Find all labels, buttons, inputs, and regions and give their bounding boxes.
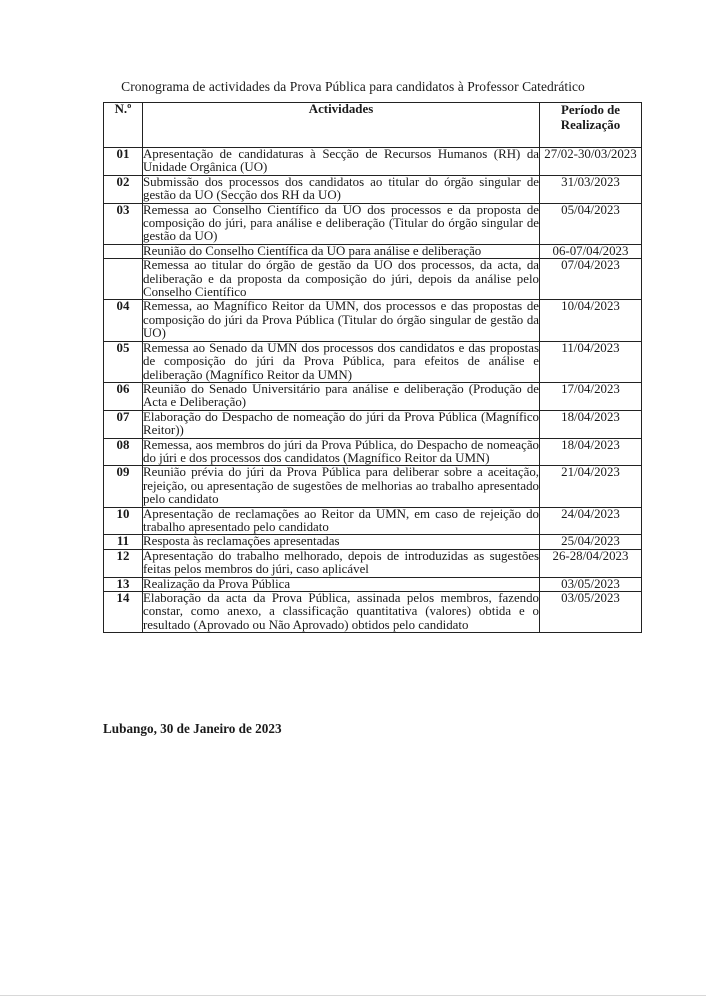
table-row xyxy=(104,410,642,438)
row-number: 13 xyxy=(104,577,143,591)
row-number: 11 xyxy=(104,535,143,549)
row-activity: Apresentação de candidaturas à Secção de Recursos Humanos (RH) da Unidade Orgânica (UO) xyxy=(143,147,539,175)
header-number: N.º xyxy=(104,103,143,148)
row-activity: Remessa, aos membros do júri da Prova Pública, do Despacho de nomeação do júri e dos processos dos candidatos (Magnífico Reitor da UMN) xyxy=(143,437,539,465)
row-period: 25/04/2023 xyxy=(540,535,642,549)
row-activity: Elaboração da acta da Prova Pública, assinada pelos membros, fazendo constar, como anexo, a classificação quantitativa (valores) obtida e o resultado (Aprovado ou Não Aprovado) obtidos pelo candidato xyxy=(143,591,539,632)
row-activity: Realização da Prova Pública xyxy=(143,577,540,591)
row-activity: Remessa ao Conselho Científico da UO dos processos e da proposta de composição do júri, para análise e deliberação (Titular do órgão singular de gestão da UO) xyxy=(143,202,539,244)
row-period: 03/05/2023 xyxy=(540,577,642,591)
header-period-line1: Período de xyxy=(560,103,621,117)
row-period: 10/04/2023 xyxy=(540,300,642,341)
row-number: 01 xyxy=(104,148,143,176)
table-row xyxy=(104,592,642,633)
row-period: 24/04/2023 xyxy=(540,507,642,535)
document-title: Cronograma de actividades da Prova Pública para candidatos à Professor Catedrático xyxy=(121,79,585,94)
row-period: 31/03/2023 xyxy=(540,175,642,203)
table-row xyxy=(104,341,642,382)
row-number: 08 xyxy=(104,438,143,466)
header-activities: Actividades xyxy=(143,103,540,148)
schedule-table xyxy=(103,102,642,633)
row-period: 03/05/2023 xyxy=(540,592,642,633)
table-row xyxy=(104,148,642,176)
table-row xyxy=(104,259,642,300)
row-activity: Reunião do Senado Universitário para análise e deliberação (Produção de Acta e Deliberação) xyxy=(143,381,539,410)
row-period: 05/04/2023 xyxy=(540,203,642,244)
row-activity: Apresentação de reclamações ao Reitor da UMN, em caso de rejeição do trabalho apresentado pelo candidato xyxy=(143,506,539,534)
row-number: 12 xyxy=(104,549,143,577)
row-period: 06-07/04/2023 xyxy=(540,244,642,258)
table-row xyxy=(104,507,642,535)
row-number: 02 xyxy=(104,175,143,203)
row-number: 14 xyxy=(104,592,143,633)
row-number: 04 xyxy=(104,300,143,341)
row-activity: Remessa ao titular do órgão de gestão da UO dos processos, da acta, da deliberação e da proposta da composição do júri, depois da análise pelo Conselho Científico xyxy=(143,258,539,300)
header-period xyxy=(540,103,642,148)
table-row xyxy=(104,438,642,466)
row-period: 17/04/2023 xyxy=(540,382,642,410)
row-number: 03 xyxy=(104,203,143,244)
table-row xyxy=(104,175,642,203)
table-row xyxy=(104,577,642,591)
row-period: 07/04/2023 xyxy=(540,259,642,300)
header-period-line2: Realização xyxy=(560,118,621,132)
row-period: 27/02-30/03/2023 xyxy=(540,148,642,176)
table-row xyxy=(104,382,642,410)
row-activity: Reunião prévia do júri da Prova Pública para deliberar sobre a aceitação, rejeição, ou apresentação de sugestões de melhorias ao trabalho apresentado pelo candidato xyxy=(143,465,539,507)
row-activity: Elaboração do Despacho de nomeação do júri da Prova Pública (Magnífico Reitor)) xyxy=(143,409,539,438)
row-number: 09 xyxy=(104,466,143,507)
table-row xyxy=(104,203,642,244)
row-period: 18/04/2023 xyxy=(540,410,642,438)
page-bottom-edge xyxy=(0,995,706,996)
table-row xyxy=(104,244,642,258)
table-header-row xyxy=(104,103,642,148)
row-period: 18/04/2023 xyxy=(540,438,642,466)
row-period: 11/04/2023 xyxy=(540,341,642,382)
row-number: 06 xyxy=(104,382,143,410)
row-activity: Apresentação do trabalho melhorado, depois de introduzidas as sugestões feitas pelos membros do júri, caso aplicável xyxy=(143,548,539,577)
row-number: 07 xyxy=(104,410,143,438)
signature-place-date: Lubango, 30 de Janeiro de 2023 xyxy=(103,721,282,736)
row-number: 05 xyxy=(104,341,143,382)
row-number xyxy=(104,244,143,258)
row-activity: Remessa, ao Magnífico Reitor da UMN, dos processos e das propostas de composição do júri da Prova Pública (Titular do órgão singular de gestão da UO) xyxy=(143,299,539,341)
row-activity: Reunião do Conselho Científica da UO para análise e deliberação xyxy=(143,244,540,258)
row-activity: Resposta às reclamações apresentadas xyxy=(143,535,540,549)
table-row xyxy=(104,466,642,507)
row-number xyxy=(104,259,143,300)
table-row xyxy=(104,535,642,549)
table-row xyxy=(104,549,642,577)
row-activity: Remessa ao Senado da UMN dos processos dos candidatos e das propostas de composição do júri da Prova Pública, para efeitos de análise e deliberação (Magnífico Reitor da UMN) xyxy=(143,340,539,382)
row-period: 21/04/2023 xyxy=(540,466,642,507)
row-period: 26-28/04/2023 xyxy=(540,549,642,577)
row-number: 10 xyxy=(104,507,143,535)
row-activity: Submissão dos processos dos candidatos ao titular do órgão singular de gestão da UO (Secção dos RH da UO) xyxy=(143,174,539,203)
table-row xyxy=(104,300,642,341)
